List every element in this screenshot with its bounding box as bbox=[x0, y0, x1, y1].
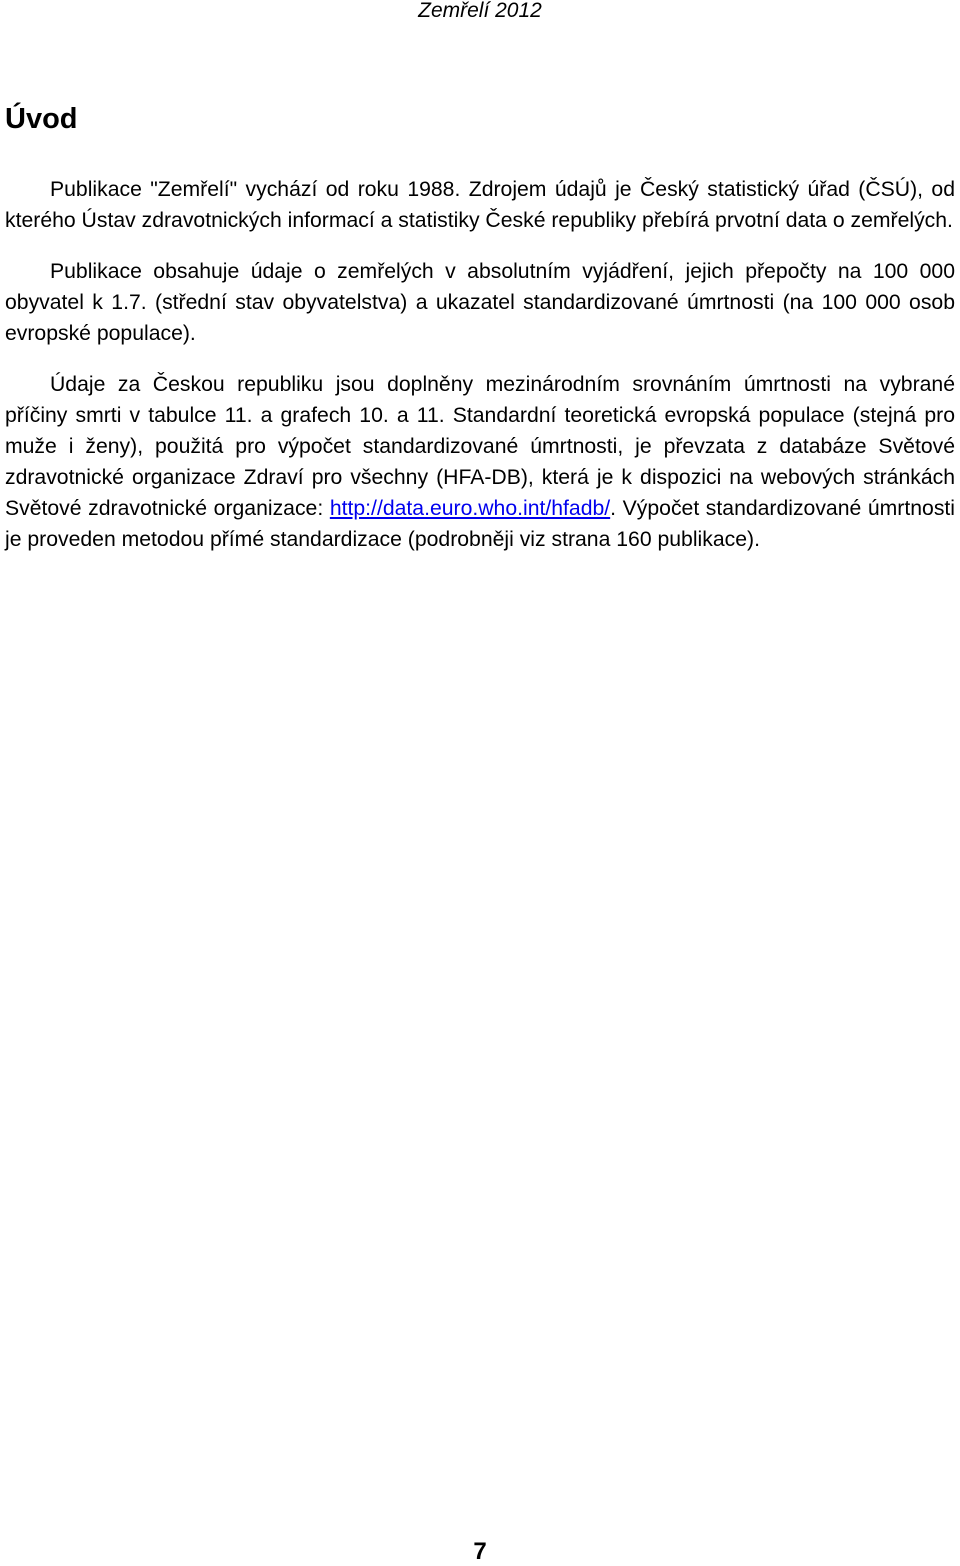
paragraph-contents: Publikace obsahuje údaje o zemřelých v absolutním vyjádření, jejich přepočty na 100 000 obyvatel k 1.7. (střední stav obyvatelstva) a ukazatel standardizované úmrtnosti (na 100 000 osob evropské populace). bbox=[5, 260, 955, 345]
hfadb-link[interactable]: http://data.euro.who.int/hfadb/ bbox=[329, 497, 611, 520]
body-text bbox=[5, 174, 955, 555]
paragraph-international-text-end: . Výpočet standardizované úmrtnosti je proveden metodou přímé standardizace (podrobněji viz strana 160 publikace). bbox=[5, 497, 956, 551]
paragraph-intro: Publikace "Zemřelí" vychází od roku 1988. Zdrojem údajů je Český statistický úřad (ČSÚ), od kterého Ústav zdravotnických informací a statistiky České republiky přebírá prvotní data o zemřelých. bbox=[5, 178, 955, 232]
section-title: Úvod bbox=[5, 103, 78, 135]
page-number: 7 bbox=[473, 1538, 487, 1565]
paragraph-international bbox=[5, 369, 955, 555]
running-header: Zemřelí 2012 bbox=[418, 0, 542, 22]
paragraph-international-text-start: Údaje za Českou republiku jsou doplněny mezinárodním srovnáním úmrtnosti na vybrané příčiny smrti v tabulce 11. a grafech 10. a 11. Standardní teoretická evropská populace (stejná pro muže i ženy), použitá pro výpočet standardizované úmrtnosti, je převzata z databáze Světové zdravotnické organizace Zdraví pro všechny (HFA-DB), která je k dispozici na webových stránkách Světové zdravotnické organizace: bbox=[5, 373, 955, 520]
